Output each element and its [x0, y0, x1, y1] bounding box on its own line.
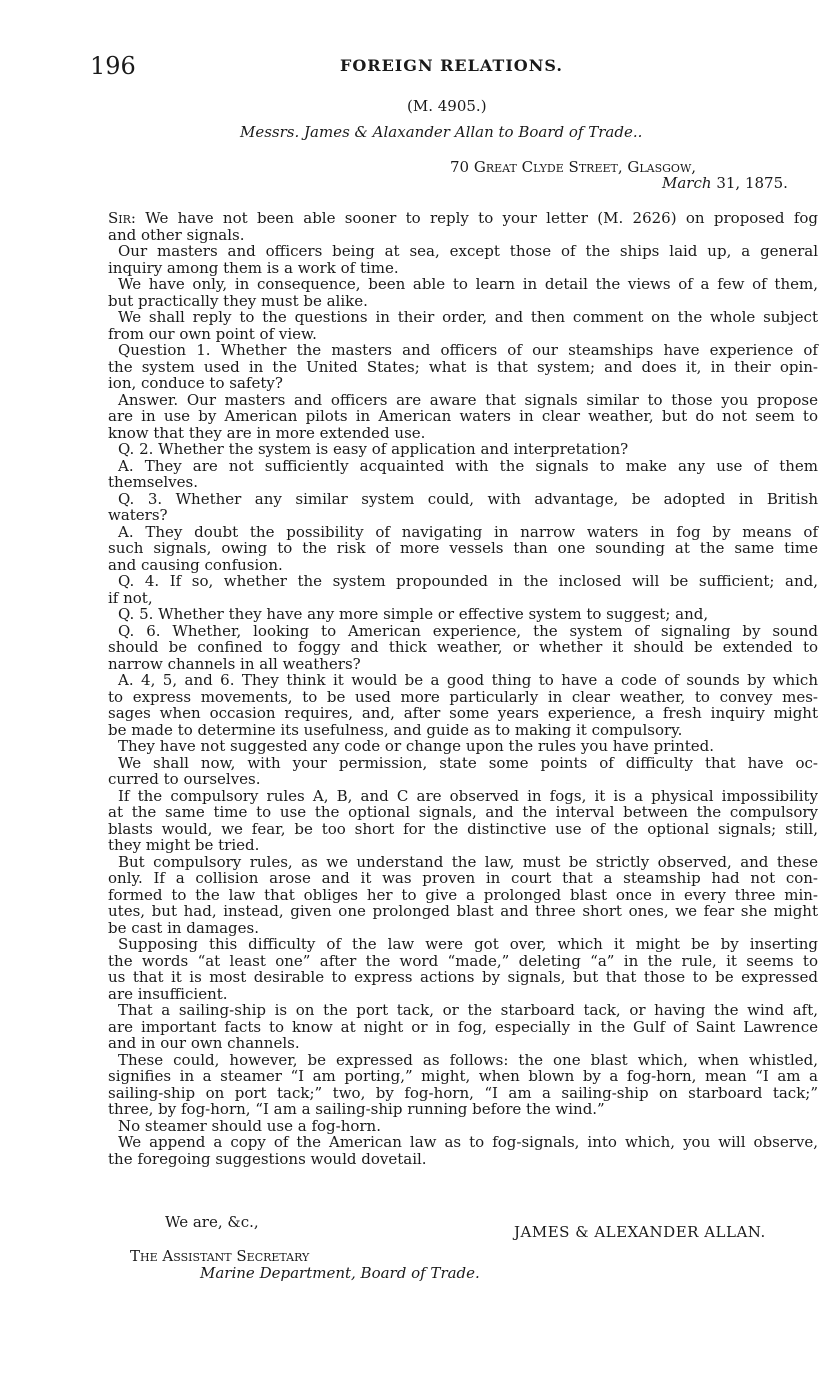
- body-line: [108, 210, 818, 227]
- body-line: Question 1. Whether the masters and officers of our steamships have experience of: [118, 341, 818, 359]
- body-line: to express movements, to be used more particularly in clear weather, to convey mes-: [108, 687, 818, 706]
- body-line: If the compulsory rules A, B, and C are observed in fogs, it is a physical impossibility: [118, 786, 818, 805]
- body-line: themselves.: [108, 473, 198, 491]
- body-line: Our masters and officers being at sea, except those of the ships laid up, a general: [118, 242, 818, 260]
- body-line: ion, conduce to safety?: [108, 374, 283, 392]
- addressee-department: Marine Department, Board of Trade.: [200, 1264, 480, 1282]
- body-line: such signals, owing to the risk of more vessels than one sounding at the same time: [108, 539, 818, 557]
- body-line: and in our own channels.: [108, 1034, 300, 1052]
- body-line: be made to determine its usefulness, and guide as to making it compulsory.: [108, 720, 683, 739]
- body-line: sages when occasion requires, and, after some years experience, a fresh inquiry might: [108, 704, 818, 722]
- body-line: sailing-ship on port tack;” two, by fog-horn, “I am a sailing-ship on starboard tack;”: [108, 1083, 818, 1102]
- body-line: Q. 3. Whether any similar system could, with advantage, be adopted in British: [118, 489, 818, 508]
- body-line: A. 4, 5, and 6. They think it would be a good thing to have a code of sounds by which: [118, 671, 818, 689]
- body-line: That a sailing-ship is on the port tack, or the starboard tack, or having the wind aft,: [118, 1001, 818, 1019]
- body-line: know that they are in more extended use.: [108, 423, 426, 442]
- letter-subject: Messrs. James & Alaxander Allan to Board of Trade..: [240, 123, 643, 141]
- body-line: A. They are not sufficiently acquainted with the signals to make any use of them: [118, 456, 818, 475]
- body-line: if not,: [108, 588, 153, 607]
- sender-address: 70 Great Clyde Street, Glasgow,: [450, 158, 697, 176]
- body-line: inquiry among them is a work of time.: [108, 258, 399, 277]
- body-line: they might be tried.: [108, 836, 260, 854]
- body-line: the system used in the United States; what is that system; and does it, in their opin-: [108, 357, 818, 376]
- signature: JAMES & ALEXANDER ALLAN.: [514, 1223, 766, 1241]
- body-line: three, by fog-horn, “I am a sailing-ship running before the wind.”: [108, 1100, 605, 1118]
- body-line: formed to the law that obliges her to give a prolonged blast once in every three min-: [108, 885, 818, 904]
- body-line: us that it is most desirable to express actions by signals, but that those to be expressed: [108, 968, 818, 986]
- body-line: the words “at least one” after the word “made,” deleting “a” in the rule, it seems to: [108, 951, 818, 970]
- body-line: Q. 2. Whether the system is easy of application and interpretation?: [118, 440, 629, 458]
- addressee-title: The Assistant Secretary: [130, 1247, 310, 1265]
- body-line: be cast in damages.: [108, 918, 259, 937]
- body-line: and other signals.: [108, 225, 245, 244]
- body-line: But compulsory rules, as we understand the law, must be strictly observed, and these: [118, 852, 818, 871]
- body-line: curred to ourselves.: [108, 770, 261, 788]
- body-line: and causing confusion.: [108, 555, 283, 574]
- body-line: blasts would, we fear, be too short for the distinctive use of the optional signals; still,: [108, 819, 818, 838]
- salutation: Sir: [108, 209, 131, 227]
- body-line: Supposing this difficulty of the law were got over, which it might be by inserting: [118, 935, 818, 953]
- body-line: from our own point of view.: [108, 324, 317, 343]
- body-line: should be confined to foggy and thick weather, or whether it should be extended to: [108, 638, 818, 656]
- body-line: We shall now, with your permission, state some points of difficulty that have oc-: [118, 753, 818, 772]
- body-line: A. They doubt the possibility of navigating in narrow waters in fog by means of: [118, 522, 818, 541]
- body-line: signifies in a steamer “I am porting,” might, when blown by a fog-horn, mean “I am a: [108, 1067, 818, 1085]
- body-line: Q. 6. Whether, looking to American experience, the system of signaling by sound: [118, 621, 818, 640]
- body-line: We have only, in consequence, been able to learn in detail the views of a few of them,: [118, 275, 818, 293]
- body-line: They have not suggested any code or change upon the rules you have printed.: [118, 737, 715, 755]
- running-title: FOREIGN RELATIONS.: [340, 56, 563, 75]
- body-line: are in use by American pilots in American waters in clear weather, but do not seem to: [108, 407, 818, 425]
- page-number: 196: [90, 52, 136, 80]
- date-month: March: [662, 174, 712, 192]
- body-line: These could, however, be expressed as follows: the one blast which, when whistled,: [118, 1050, 818, 1069]
- body-line: We shall reply to the questions in their order, and then comment on the whole subject: [118, 308, 818, 326]
- body-line: We append a copy of the American law as to fog-signals, into which, you will observe,: [118, 1133, 818, 1151]
- body-line: are insufficient.: [108, 984, 228, 1003]
- body-line: Q. 4. If so, whether the system propounded in the inclosed will be sufficient; and,: [118, 572, 818, 590]
- body-line: Answer. Our masters and officers are aware that signals similar to those you propose: [118, 390, 818, 409]
- body-line: at the same time to use the optional signals, and the interval between the compulsory: [108, 803, 818, 821]
- closing: We are, &c.,: [165, 1213, 259, 1231]
- body-line: utes, but had, instead, given one prolonged blast and three short ones, we fear she might: [108, 902, 818, 920]
- body-line: Q. 5. Whether they have any more simple or effective system to suggest; and,: [118, 605, 709, 623]
- body-line: but practically they must be alike.: [108, 291, 368, 310]
- letter-body: [108, 210, 818, 1167]
- body-line: are important facts to know at night or in fog, especially in the Gulf of Saint Lawrence: [108, 1017, 818, 1036]
- body-line: waters?: [108, 506, 168, 524]
- body-line: only. If a collision arose and it was proven in court that a steamship had not con-: [108, 869, 818, 887]
- body-line: the foregoing suggestions would dovetail.: [108, 1149, 427, 1168]
- body-line-text: : We have not been able sooner to reply to your letter (M. 2626) on proposed fog: [130, 209, 818, 227]
- document-number: (M. 4905.): [407, 97, 487, 115]
- letter-date: [662, 174, 788, 192]
- date-rest: 31, 1875.: [711, 174, 788, 192]
- body-line: narrow channels in all weathers?: [108, 654, 361, 673]
- body-line: No steamer should use a fog-horn.: [118, 1116, 381, 1135]
